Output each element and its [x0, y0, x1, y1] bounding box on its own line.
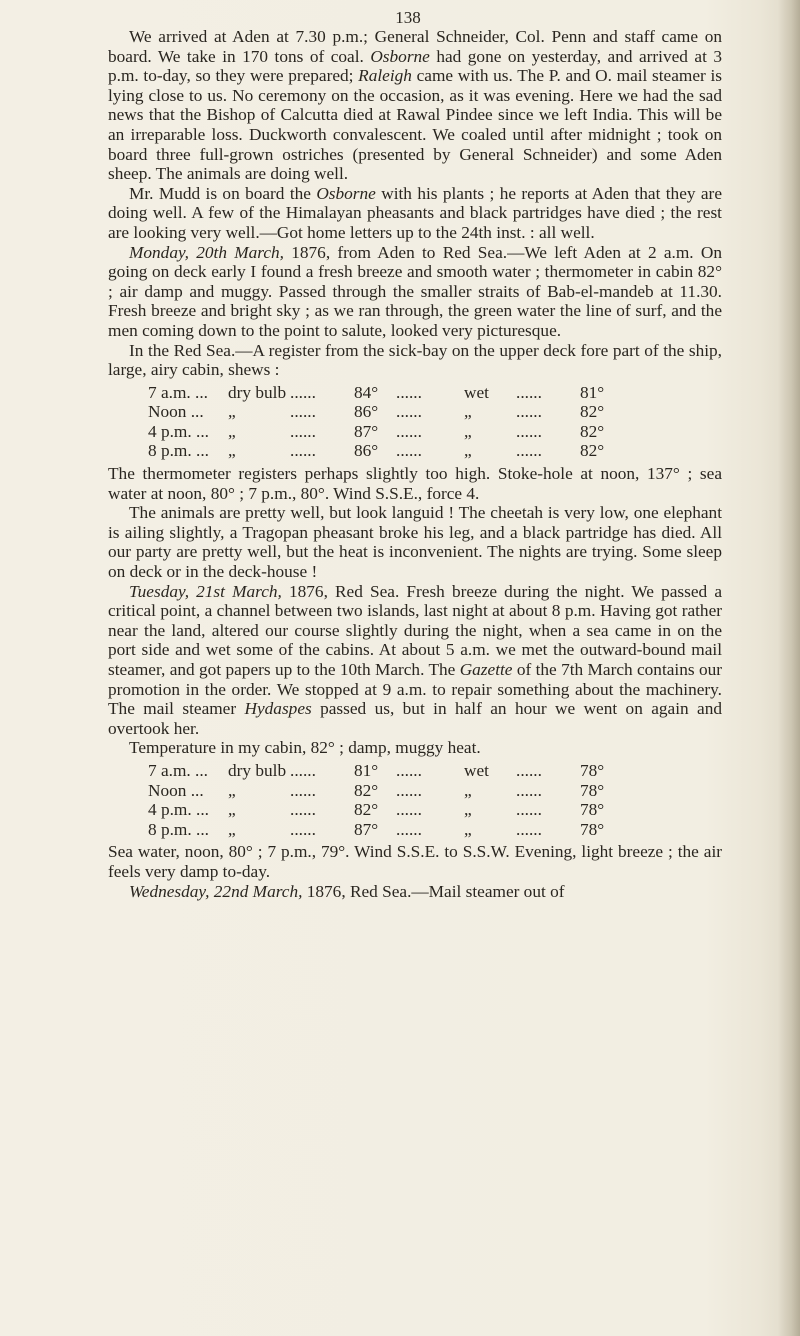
table-row — [148, 800, 722, 820]
wet-value-cell: 78° — [580, 800, 605, 820]
paragraph-group-1 — [108, 27, 722, 380]
leader-dots: ...... — [396, 441, 422, 461]
time-cell: Noon ... — [148, 780, 204, 800]
time-cell: 7 a.m. ... — [148, 382, 208, 402]
leader-dots: ...... — [290, 800, 316, 820]
text-run: The animals are pretty well, but look languid ! The cheetah is very low, one elephant is ailing slightly, a Tragopan pheasant broke his leg, and a black partridge has died. All our party are pretty well, but the heat is inconvenient. The nights are trying. Some sleep on deck or in the deck-house ! — [108, 503, 722, 582]
temperature-table-2 — [148, 761, 722, 839]
dry-value: 87° — [354, 421, 379, 441]
time-cell: 8 p.m. ... — [148, 441, 209, 461]
bulb-label: „ — [228, 819, 236, 839]
time-cell: Noon ... — [148, 402, 204, 422]
bulb-cell — [228, 781, 354, 801]
italic-text: Raleigh — [358, 66, 412, 86]
leader-dots: ...... — [396, 819, 422, 839]
text-run: passed us, but in half an hour we went on again and overtook her. — [108, 699, 722, 738]
paragraph — [108, 882, 722, 902]
paragraph-group-3 — [108, 842, 722, 901]
italic-text: Wednesday, 22nd March, — [129, 881, 303, 901]
paragraph — [108, 243, 722, 341]
text-run: The thermometer registers perhaps slightly too high. Stoke-hole at noon, 137° ; sea water at noon, 80° ; 7 p.m., 80°. Wind S.S.E., force 4. — [108, 464, 722, 503]
bulb-label: dry bulb — [228, 760, 287, 780]
dry-value: 84° — [354, 382, 379, 402]
paragraph — [108, 582, 722, 739]
leader-dots: ...... — [290, 441, 316, 461]
leader-dots: ...... — [290, 421, 316, 441]
bulb-label: „ — [228, 441, 236, 461]
wet-label: wet — [464, 382, 489, 402]
table-row — [148, 820, 722, 840]
text-run: Temperature in my cabin, 82° ; damp, muggy heat. — [129, 738, 481, 758]
wet-cell — [464, 441, 580, 461]
leader-dots: ...... — [290, 760, 316, 780]
bulb-cell — [228, 800, 354, 820]
bulb-cell — [228, 441, 354, 461]
paragraph-group-2 — [108, 464, 722, 758]
dry-cell — [354, 820, 464, 840]
text-run: with his plants ; he reports at Aden that they are doing well. A few of the Himalayan pheasants and black partridges have died ; the rest are looking very well.—Got home letters up to the 24th inst. : all well. — [108, 183, 722, 242]
table-row — [148, 422, 722, 442]
dry-cell — [354, 402, 464, 422]
leader-dots: ...... — [396, 402, 422, 422]
text-run: Mr. Mudd is on board the — [129, 183, 317, 203]
time-cell: 7 a.m. ... — [148, 760, 208, 780]
time-cell: 4 p.m. ... — [148, 800, 209, 820]
wet-cell — [464, 820, 580, 840]
leader-dots: ...... — [516, 780, 542, 800]
text-run: We arrived at Aden at 7.30 p.m.; General Schneider, Col. Penn and staff came on board. We take in 170 tons of coal. — [108, 27, 722, 66]
wet-label: „ — [464, 402, 472, 422]
wet-cell — [464, 800, 580, 820]
italic-text: Hydaspes — [244, 699, 312, 719]
dry-cell — [354, 383, 464, 403]
italic-text: Osborne — [316, 183, 376, 203]
leader-dots: ...... — [516, 382, 542, 402]
dry-cell — [354, 761, 464, 781]
leader-dots: ...... — [290, 382, 316, 402]
dry-value: 87° — [354, 819, 379, 839]
dry-value: 82° — [354, 780, 379, 800]
table-row — [148, 761, 722, 781]
wet-label: „ — [464, 421, 472, 441]
temperature-table-1 — [148, 383, 722, 461]
bulb-label: dry bulb — [228, 382, 287, 402]
wet-cell — [464, 422, 580, 442]
wet-value-cell: 78° — [580, 819, 605, 839]
wet-value-cell: 78° — [580, 760, 605, 780]
wet-cell — [464, 781, 580, 801]
dry-value: 86° — [354, 402, 379, 422]
leader-dots: ...... — [516, 441, 542, 461]
text-run: 1876, Red Sea.—Mail steamer out of — [302, 881, 565, 901]
bulb-label: „ — [228, 421, 236, 441]
dry-cell — [354, 441, 464, 461]
leader-dots: ...... — [396, 800, 422, 820]
time-cell: 4 p.m. ... — [148, 421, 209, 441]
leader-dots: ...... — [396, 382, 422, 402]
table-row — [148, 781, 722, 801]
leader-dots: ...... — [396, 780, 422, 800]
paragraph — [108, 464, 722, 503]
wet-value-cell: 82° — [580, 421, 605, 441]
paragraph — [108, 842, 722, 881]
bulb-cell — [228, 422, 354, 442]
paragraph — [108, 184, 722, 243]
bulb-cell — [228, 402, 354, 422]
page-edge-shadow — [778, 0, 800, 1336]
table-row — [148, 441, 722, 461]
text-run: of the 7th March contains our promotion in the order. We stopped at 9 a.m. to repair something about the machinery. The mail steamer — [108, 660, 722, 719]
italic-text: Monday, 20th March, — [129, 242, 284, 262]
bulb-cell — [228, 820, 354, 840]
italic-text: Osborne — [370, 46, 430, 66]
leader-dots: ...... — [516, 800, 542, 820]
wet-label: „ — [464, 819, 472, 839]
wet-value-cell: 82° — [580, 441, 605, 461]
bulb-label: „ — [228, 402, 236, 422]
wet-value-cell: 82° — [580, 402, 605, 422]
dry-value: 81° — [354, 760, 379, 780]
table-row — [148, 383, 722, 403]
wet-value-cell: 78° — [580, 780, 605, 800]
italic-text: Gazette — [459, 660, 513, 679]
leader-dots: ...... — [516, 819, 542, 839]
wet-label: „ — [464, 441, 472, 461]
leader-dots: ...... — [396, 760, 422, 780]
dry-cell — [354, 422, 464, 442]
wet-cell — [464, 383, 580, 403]
leader-dots: ...... — [516, 760, 542, 780]
leader-dots: ...... — [290, 819, 316, 839]
leader-dots: ...... — [516, 402, 542, 422]
dry-cell — [354, 781, 464, 801]
wet-cell — [464, 761, 580, 781]
leader-dots: ...... — [396, 421, 422, 441]
wet-cell — [464, 402, 580, 422]
leader-dots: ...... — [516, 421, 542, 441]
dry-value: 86° — [354, 441, 379, 461]
text-run: came with us. The P. and O. mail steamer is lying close to us. No ceremony on the occasion, as it was evening. Here we had the sad news that the Bishop of Calcutta died at Rawal Pindee since we left India. This will be an irreparable loss. Duckworth convalescent. We coaled until after midnight ; took on board three full-grown ostriches (presented by General Schneider) and some Aden sheep. The animals are doing well. — [108, 66, 722, 184]
dry-value: 82° — [354, 800, 379, 820]
bulb-cell — [228, 383, 354, 403]
wet-label: wet — [464, 760, 489, 780]
table-row — [148, 402, 722, 422]
bulb-label: „ — [228, 800, 236, 820]
body-text — [108, 27, 722, 901]
paragraph — [108, 503, 722, 581]
bulb-label: „ — [228, 780, 236, 800]
text-run: Sea water, noon, 80° ; 7 p.m., 79°. Wind S.S.E. to S.S.W. Evening, light breeze ; the air feels very damp to-day. — [108, 842, 722, 881]
leader-dots: ...... — [290, 780, 316, 800]
time-cell: 8 p.m. ... — [148, 819, 209, 839]
wet-value-cell: 81° — [580, 382, 605, 402]
bulb-cell — [228, 761, 354, 781]
leader-dots: ...... — [290, 402, 316, 422]
paragraph — [108, 738, 722, 758]
dry-cell — [354, 800, 464, 820]
text-run: In the Red Sea.—A register from the sick-bay on the upper deck fore part of the ship, large, airy cabin, shews : — [108, 340, 722, 380]
italic-text: Tuesday, 21st March, — [129, 581, 282, 601]
text-run: 1876, from Aden to Red Sea.—We left Aden at 2 a.m. On going on deck early I found a fresh breeze and smooth water ; thermometer in cabin 82° ; air damp and muggy. Passed through the smaller straits of Bab-el-mandeb at 11.30. Fresh breeze and bright sky ; as we ran through, the green water the line of surf, and the men coming down to the point to salute, looked very picturesque. — [108, 242, 723, 340]
paragraph — [108, 27, 722, 184]
page-number: 138 — [395, 8, 421, 27]
paragraph — [108, 341, 722, 380]
wet-label: „ — [464, 780, 472, 800]
text-run: had gone on yesterday, and arrived at 3 p.m. to-day, so they were prepared; — [108, 46, 723, 86]
wet-label: „ — [464, 800, 472, 820]
text-run: 1876, Red Sea. Fresh breeze during the night. We passed a critical point, a channel between two islands, last night at about 8 p.m. Having got rather near the land, altered our course slightly during the night, when a sea came in on the port side and wet some of the cabins. At about 5 a.m. we met the outward-bound mail steamer, and got papers up to the 10th March. The — [108, 581, 722, 679]
